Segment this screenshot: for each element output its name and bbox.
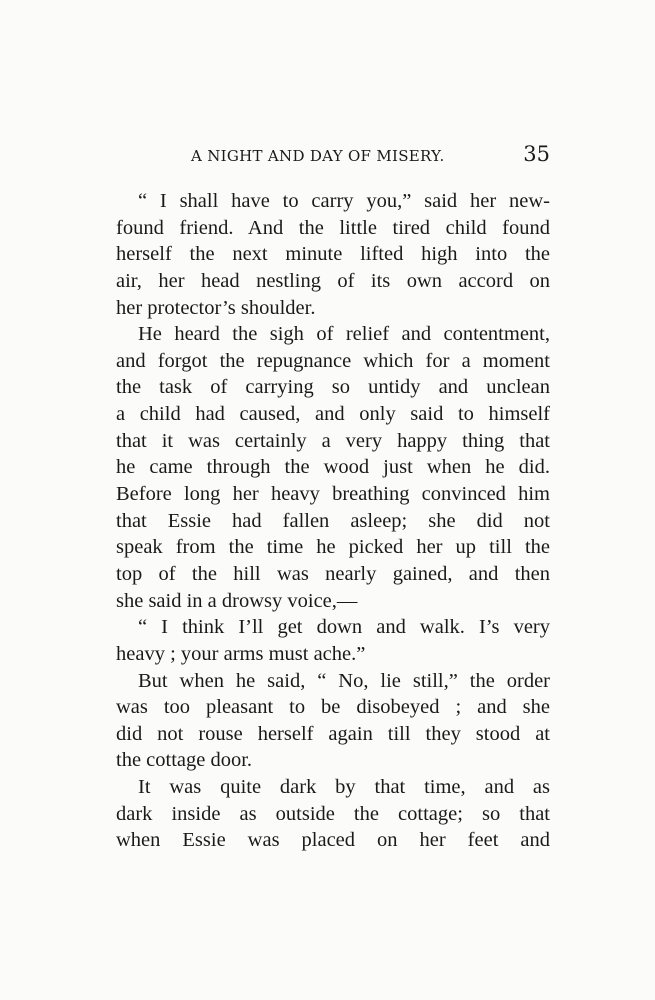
text-line: a child had caused, and only said to himself	[116, 403, 550, 426]
text-line: the cottage door.	[116, 749, 253, 772]
body-text	[116, 188, 550, 854]
text-line: speak from the time he picked her up till the	[116, 536, 550, 559]
text-line: and forgot the repugnance which for a moment	[116, 349, 550, 372]
text-line: top of the hill was nearly gained, and then	[116, 562, 550, 585]
text-line: “ I think I’ll get down and walk. I’s very	[138, 616, 550, 639]
text-line: when Essie was placed on her feet and	[116, 829, 550, 852]
text-line: found friend. And the little tired child found	[116, 216, 550, 239]
text-line: Before long her heavy breathing convinced him	[116, 483, 550, 506]
text-line: heavy ; your arms must ache.”	[116, 642, 366, 665]
page-number: 35	[523, 142, 550, 166]
text-line: he came through the wood just when he did.	[116, 456, 550, 479]
running-head	[116, 142, 550, 172]
text-line: dark inside as outside the cottage; so that	[116, 802, 550, 825]
text-line: “ I shall have to carry you,” said her new-	[138, 190, 550, 212]
text-line: He heard the sigh of relief and contentment,	[138, 323, 550, 346]
running-title: A NIGHT AND DAY OF MISERY.	[191, 147, 445, 165]
text-line: the task of carrying so untidy and unclean	[116, 376, 550, 399]
text-line: that Essie had fallen asleep; she did not	[116, 509, 550, 532]
text-line: air, her head nestling of its own accord on	[116, 269, 550, 292]
text-line: she said in a drowsy voice,—	[116, 589, 358, 612]
text-line: her protector’s shoulder.	[116, 296, 316, 319]
text-line: was too pleasant to be disobeyed ; and she	[116, 696, 550, 719]
text-line: It was quite dark by that time, and as	[138, 776, 550, 799]
text-line: But when he said, “ No, lie still,” the order	[138, 669, 550, 692]
text-line: herself the next minute lifted high into the	[116, 243, 550, 266]
text-line: did not rouse herself again till they stood at	[116, 722, 550, 745]
text-line: that it was certainly a very happy thing that	[116, 429, 550, 452]
